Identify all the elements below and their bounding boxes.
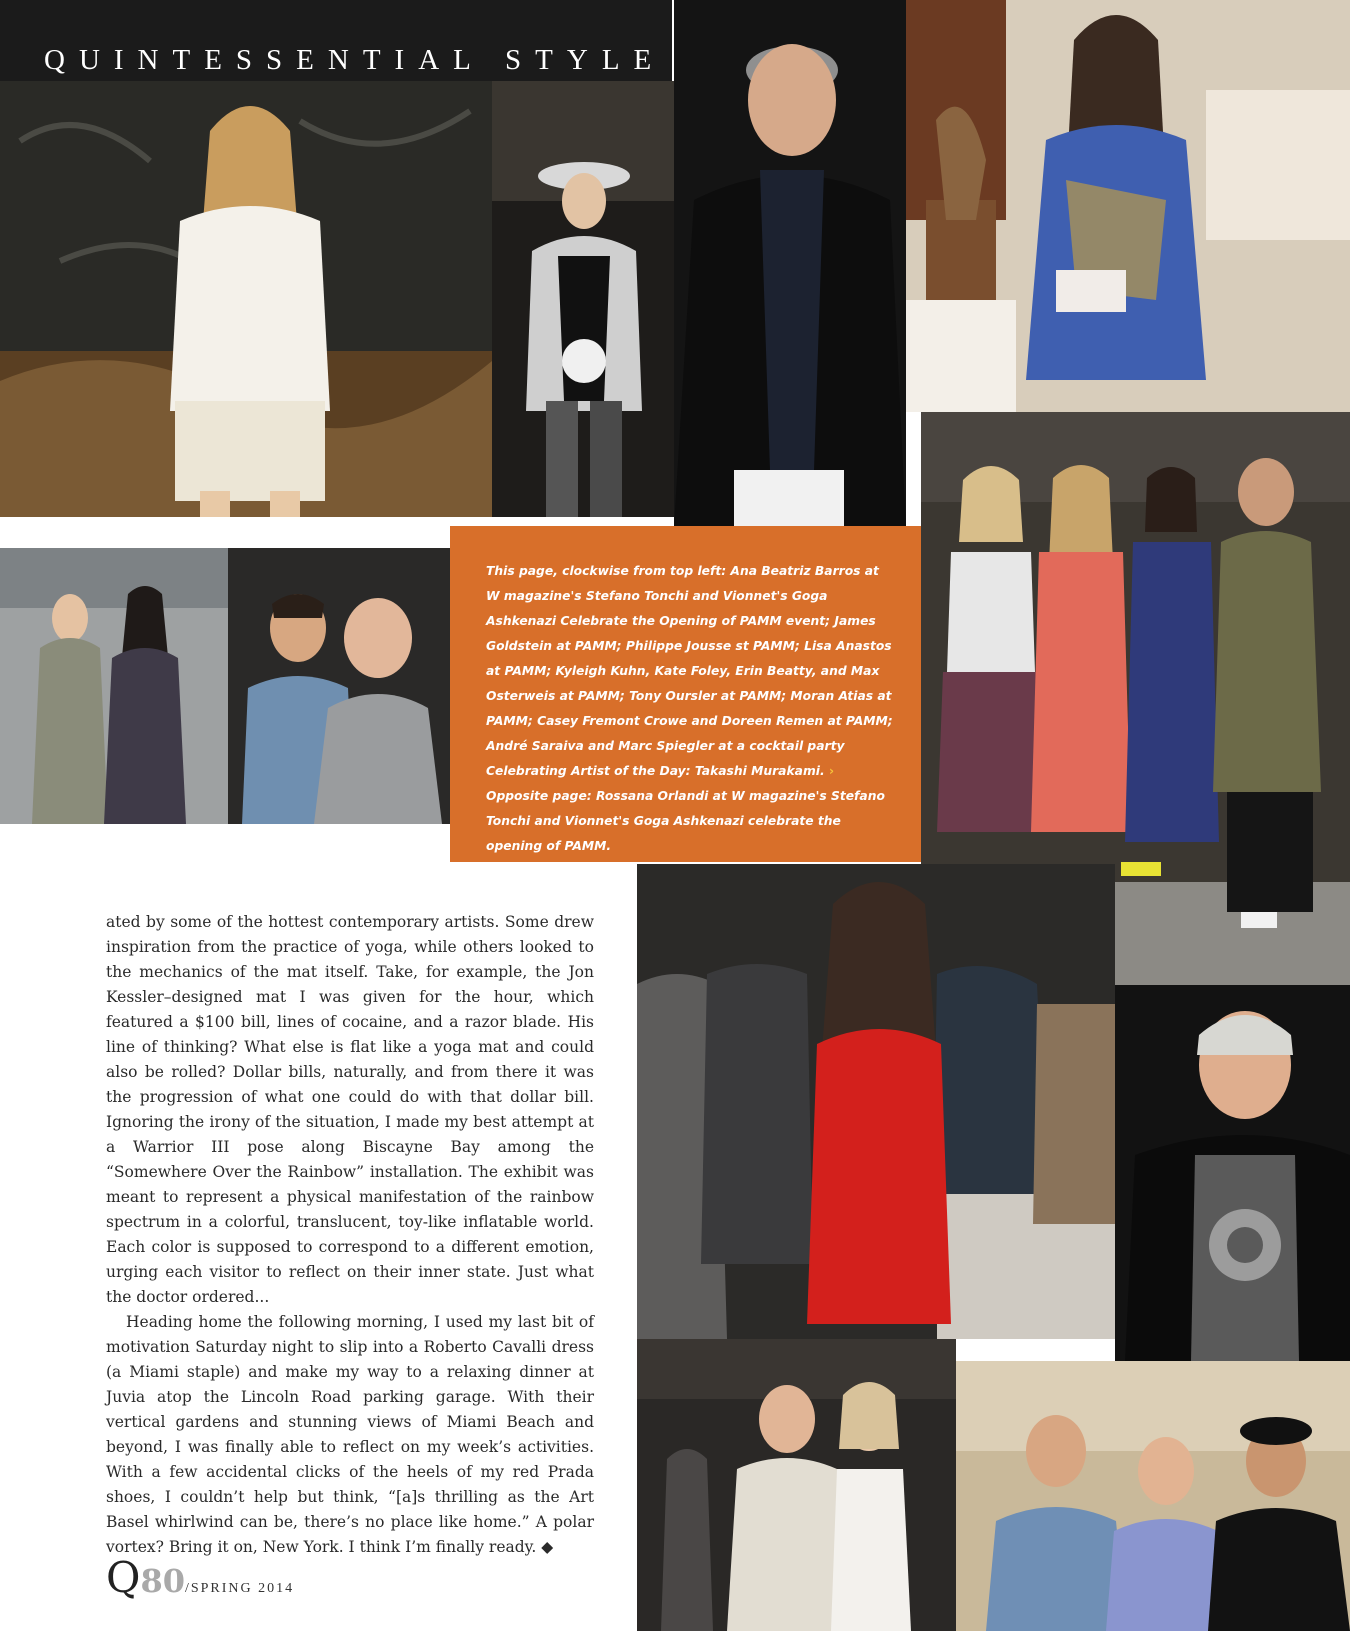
header-bar [0,0,672,81]
photo-philippe-jousse [674,0,906,526]
photo-tony-oursler [1115,985,1350,1361]
folio-logo-letter: Q [106,1553,141,1602]
article-paragraph-1: ated by some of the hottest contemporary artists. Some drew inspiration from the practice of yoga, while others looked to the mechanics of the mat itself. Take, for example, the Jon Kessler–designed mat I was given for the hour, which featured a $100 bill, lines of cocaine, and a razor blade. His line of thinking? What else is flat like a yoga mat and could also be rolled? Dollar bills, naturally, and from there it was the progression of what one could do with that dollar bill. Ignoring the irony of the situation, I made my best attempt at a Warrior III pose along Biscayne Bay among the “Somewhere Over the Rainbow” installation. The exhibit was meant to represent a physical manifestation of the rainbow spectrum in a colorful, translucent, toy-like inflatable world. Each color is supposed to correspond to a different emotion, urging each visitor to reflect on their inner state. Just what the doctor ordered... [106,913,594,1306]
section-title: QUINTESSENTIAL STYLE [44,44,666,76]
photo-james-goldstein [492,81,674,517]
photo-casey-doreen [0,548,228,824]
article-paragraph-2: Heading home the following morning, I used my last bit of motivation Saturday night to slip into a Roberto Cavalli dress (a Miami staple) and make my way to a relaxing dinner at Juvia atop the Lincoln Road parking garage. With their vertical gardens and stunning views of Miami Beach and beyond, I was finally able to reflect on my week’s activities. With a few accidental clicks of the heels of my red Prada shoes, I couldn’t help but think, “[a]s thrilling as the Art Basel whirlwind can be, there’s no place like home.” A polar vortex? Bring it on, New York. I think I’m finally ready. ◆ [106,1313,594,1556]
page-number: 80 [140,1562,185,1600]
caption-opposite: Opposite page: Rossana Orlandi at W magazine's Stefano Tonchi and Vionnet's Goga Ashkenazi celebrate the opening of PAMM. [486,789,885,853]
photo-ana-beatriz-barros [0,81,492,517]
caption-arrow-icon: › [828,764,835,778]
page-folio [106,1553,294,1602]
photo-moran-atias [637,864,1115,1339]
issue-label: /SPRING 2014 [184,1581,295,1596]
photo-caption-box [450,526,921,862]
article-body [106,910,594,1560]
caption-main: This page, clockwise from top left: Ana Beatriz Barros at W magazine's Stefano Tonchi and Vionnet's Goga Ashkenazi Celebrate the Opening of PAMM event; James Goldstein at PAMM; Philippe Jousse st PAMM; Lisa Anastos at PAMM; Kyleigh Kuhn, Kate Foley, Erin Beatty, and Max Osterweis at PAMM; Tony Oursler at PAMM; Moran Atias at PAMM; Casey Fremont Crowe and Doreen Remen at PAMM; André Saraiva and Marc Spiegler at a cocktail party Celebrating Artist of the Day: Takashi Murakami. [486,564,893,778]
photo-lisa-anastos [906,0,1350,412]
photo-rossana-orlandi [637,1339,956,1631]
photo-andre-marc [228,548,450,824]
photo-three-men [956,1361,1350,1631]
